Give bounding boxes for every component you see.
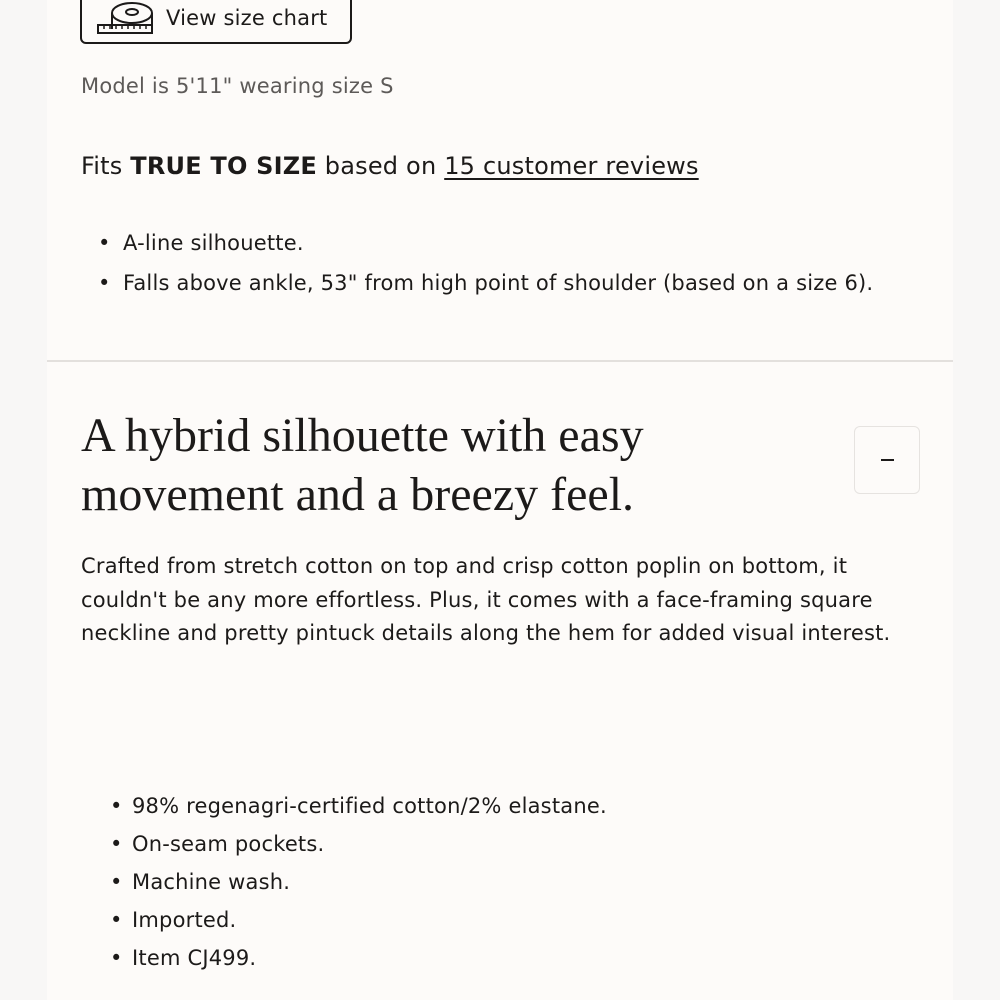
list-item: • A-line silhouette.: [98, 230, 898, 257]
list-item: • On-seam pockets.: [110, 825, 607, 863]
minus-icon: [881, 459, 894, 461]
list-item: • Item CJ499.: [110, 939, 607, 977]
list-item: • Imported.: [110, 901, 607, 939]
list-item: • Machine wash.: [110, 863, 607, 901]
model-size-note: Model is 5'11" wearing size S: [81, 74, 394, 98]
fit-prefix: Fits: [81, 152, 123, 180]
section-divider: [47, 360, 953, 362]
view-size-chart-button[interactable]: [80, 0, 352, 44]
product-description: Crafted from stretch cotton on top and crisp cotton poplin on bottom, it couldn't be any more effortless. Plus, it comes with a face-framing square neckline and pretty pintuck details along the hem for added visual interest.: [81, 554, 891, 645]
view-size-chart-label: View size chart: [166, 6, 328, 30]
fit-details-list: [98, 230, 898, 310]
fit-rating: TRUE TO SIZE: [130, 152, 317, 180]
list-item: • Falls above ankle, 53" from high point of shoulder (based on a size 6).: [98, 270, 898, 297]
section-headline: A hybrid silhouette with easy movement and a breezy feel.: [81, 409, 644, 521]
fit-summary: [81, 152, 699, 180]
customer-reviews-link[interactable]: 15 customer reviews: [444, 152, 699, 180]
product-details-list: [110, 787, 607, 977]
collapse-section-button[interactable]: [854, 426, 920, 494]
measuring-tape-icon: [96, 1, 154, 35]
fit-middle: based on: [324, 152, 437, 180]
list-item: • 98% regenagri-certified cotton/2% elastane.: [110, 787, 607, 825]
